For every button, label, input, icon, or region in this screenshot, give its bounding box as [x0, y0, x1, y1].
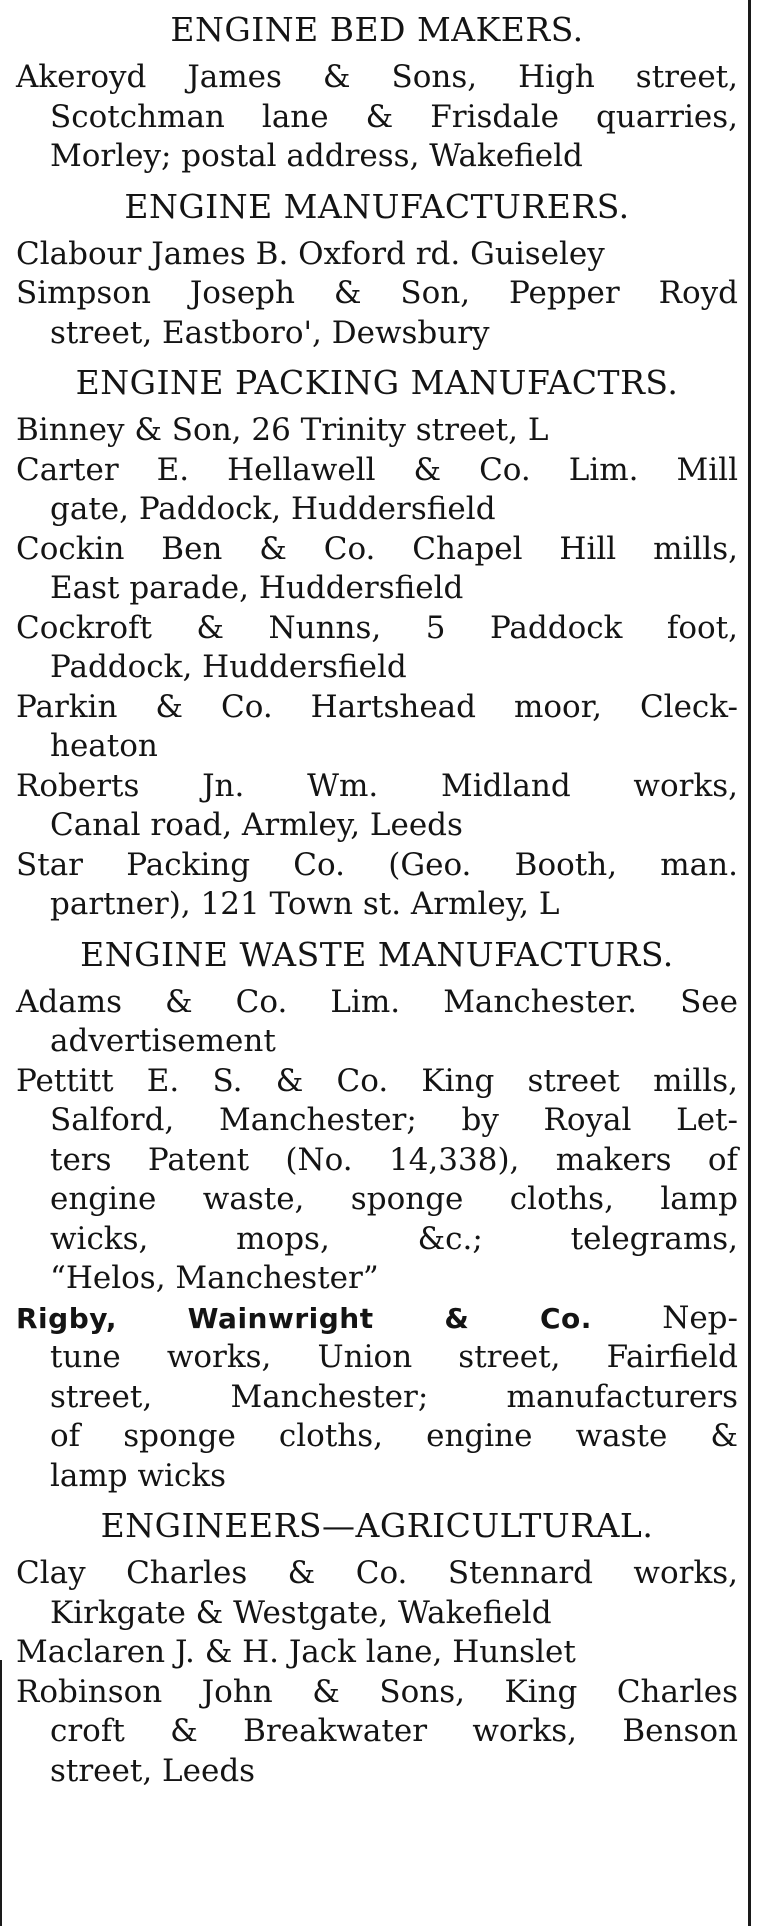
section-heading: ENGINE MANUFACTURERS.	[124, 186, 630, 226]
entry-first-line: Clay Charles & Co. Stennard works,	[16, 1555, 738, 1591]
entry-first-line: Star Packing Co. (Geo. Booth, man.	[16, 846, 738, 883]
directory-entry	[16, 1673, 738, 1792]
entry-continuation-line: gate, Paddock, Huddersfield	[50, 491, 496, 527]
directory-entry	[16, 274, 738, 353]
directory-entry	[16, 609, 738, 688]
entry-continuation-line: engine waste, sponge cloths, lamp	[50, 1181, 738, 1217]
directory-entry	[16, 530, 738, 609]
directory-entry	[16, 235, 738, 275]
directory-entry	[16, 1062, 738, 1299]
section-heading: ENGINE PACKING MANUFACTRS.	[75, 363, 679, 402]
section-heading: ENGINEERS—AGRICULTURAL.	[100, 1506, 654, 1545]
entry-continuation-line: ters Patent (No. 14,338), makers of	[50, 1141, 738, 1178]
entry-continuation-line: Paddock, Huddersfield	[50, 649, 407, 685]
entry-first-line: Clabour James B. Oxford rd. Guiseley	[16, 235, 605, 272]
directory-section	[16, 10, 738, 177]
column-rule-left	[0, 1660, 2, 1926]
entry-continuation-line: wicks, mops, &c.; telegrams,	[50, 1220, 738, 1257]
directory-entry	[16, 58, 738, 177]
section-heading: ENGINE BED MAKERS.	[170, 10, 584, 49]
entry-continuation-line: Kirkgate & Westgate, Wakefield	[50, 1594, 552, 1631]
entry-continuation-line: “Helos, Manchester”	[50, 1260, 379, 1296]
entry-continuation-line: lamp wicks	[50, 1457, 226, 1494]
section-heading: ENGINE WASTE MANUFACTURS.	[80, 934, 674, 974]
entry-first-line: Carter E. Hellawell & Co. Lim. Mill	[16, 451, 738, 488]
entry-continuation-line: Salford, Manchester; by Royal Let-	[50, 1102, 738, 1138]
directory-entry	[16, 451, 738, 530]
entry-continuation-line: street, Eastboro', Dewsbury	[50, 314, 490, 351]
entry-continuation-line: Canal road, Armley, Leeds	[50, 807, 463, 843]
entry-continuation-line: heaton	[50, 728, 158, 764]
entry-bold-name: Rigby, Wainwright & Co.	[16, 1301, 592, 1335]
entry-continuation-line: Morley; postal address, Wakefield	[50, 138, 583, 174]
directory-entry	[16, 688, 738, 767]
entry-first-line: Binney & Son, 26 Trinity street, L	[16, 412, 549, 448]
directory-entry	[16, 1299, 738, 1497]
entry-first-line: Maclaren J. & H. Jack lane, Hunslet	[16, 1634, 576, 1670]
entry-line-text: Nep-	[591, 1299, 738, 1336]
entry-continuation-line: advertisement	[50, 1023, 276, 1059]
entry-continuation-line: tune works, Union street, Fairfield	[50, 1339, 738, 1375]
directory-entry	[16, 983, 738, 1062]
entry-first-line: Simpson Joseph & Son, Pepper Royd	[16, 275, 738, 311]
directory-section	[16, 1506, 738, 1791]
entry-continuation-line: Scotchman lane & Frisdale quarries,	[50, 98, 738, 135]
entry-first-line: Cockroft & Nunns, 5 Paddock foot,	[16, 609, 738, 646]
entry-first-line: Cockin Ben & Co. Chapel Hill mills,	[16, 530, 738, 567]
entry-first-line: Roberts Jn. Wm. Midland works,	[16, 767, 738, 804]
entry-first-line: Parkin & Co. Hartshead moor, Cleck-	[16, 688, 738, 725]
entry-first-line: Pettitt E. S. & Co. King street mills,	[16, 1062, 738, 1099]
directory-entry	[16, 767, 738, 846]
entry-continuation-line: street, Manchester; manufacturers	[50, 1378, 738, 1415]
entry-continuation-line: partner), 121 Town st. Armley, L	[50, 886, 560, 922]
entry-first-line	[16, 1299, 738, 1339]
entry-continuation-line: of sponge cloths, engine waste &	[50, 1418, 738, 1454]
entry-continuation-line: croft & Breakwater works, Benson	[50, 1713, 738, 1749]
entry-first-line: Robinson John & Sons, King Charles	[16, 1673, 738, 1710]
directory-entry	[16, 1554, 738, 1633]
column-rule-right	[748, 0, 751, 1926]
directory-entry	[16, 1633, 738, 1673]
entry-continuation-line: East parade, Huddersfield	[50, 570, 464, 606]
directory-section	[16, 935, 738, 1497]
directory-section	[16, 363, 738, 925]
entry-continuation-line: street, Leeds	[50, 1752, 256, 1789]
directory-entry	[16, 411, 738, 451]
directory-entry	[16, 846, 738, 925]
directory-section	[16, 187, 738, 354]
directory-page	[16, 10, 738, 1791]
entry-first-line: Adams & Co. Lim. Manchester. See	[16, 983, 738, 1020]
entry-first-line: Akeroyd James & Sons, High street,	[16, 59, 738, 95]
